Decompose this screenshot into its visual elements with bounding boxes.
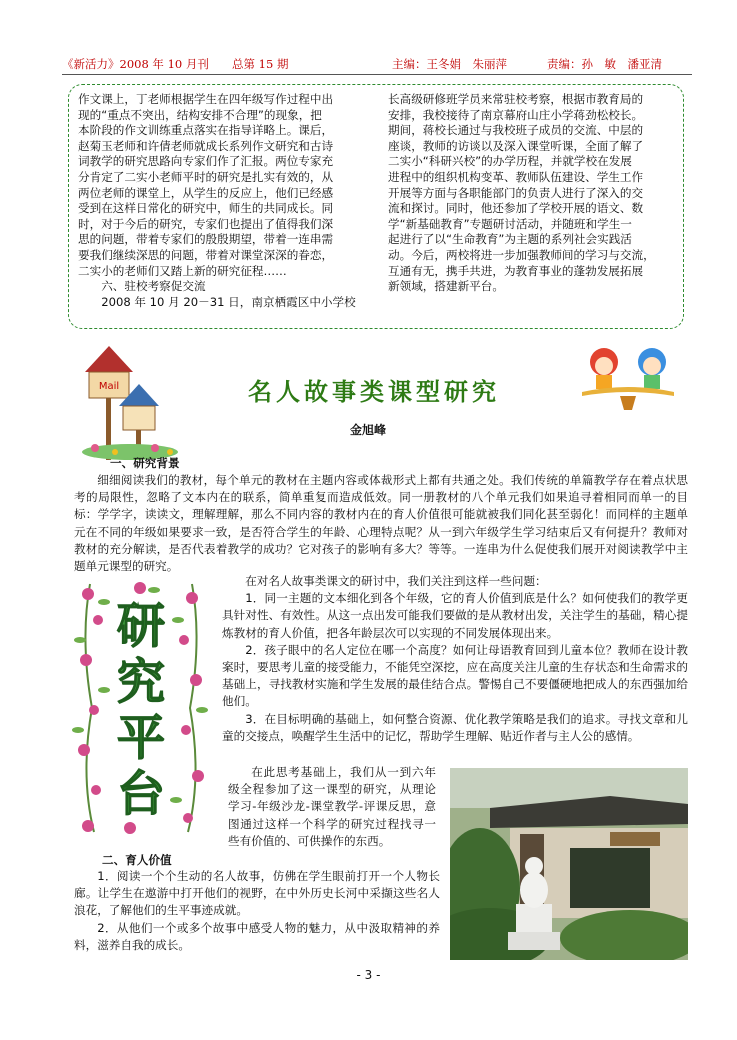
right-column-line: 长高级研修班学员来常驻校考察，根据市教育局的: [388, 92, 644, 106]
right-column-line: 流和探讨。同时，他还参加了学校开展的语文、数: [388, 201, 644, 216]
summary-block: [228, 764, 436, 850]
research-platform-banner: [70, 580, 212, 836]
kids-seesaw-decoration: [578, 342, 678, 412]
journal-name: 《新活力》2008 年 10 月刊: [62, 57, 209, 71]
right-column-line: 互通有无，携手共进，为教育事业的蓬勃发展拓展: [388, 263, 644, 278]
question-2: 2．孩子眼中的名人定位在哪一个高度？如何让母语教育回到儿童本位？教师在设计教案时，要思考儿童的接受能力，不能凭空深挖，应在高度关注儿童的生存状态和生命需求的基础上，寻找教材实施和学生发展的最佳结合点。警惕自己不要僵硬地把成人的东西强加给他们。: [222, 642, 688, 709]
svg-text:Mail: Mail: [98, 381, 120, 392]
left-column-line: 词教学的研究思路向专家们作了汇报。两位专家充: [78, 154, 334, 169]
right-column-line: 安排，我校接待了南京幕府山庄小学蒋劲松校长。: [388, 107, 644, 122]
intro-paragraph: 细细阅读我们的教材，每个单元的教材在主题内容或体裁形式上都有共通之处。我们传统的单篇教学存在着点状思考的局限性，忽略了文本内在的联系，简单重复而造成低效。同一册教材的八个单元我们如果追寻着相同而单一的目标：学学字，读读文，理解理解，那么不同内容的教材内在的育人价值很可能就被我们同化甚至弱化！而同样的主题单元在不同的年级如果要求一致，是否符合学生的年龄、心理特点呢？从一到六年级学生学习结束后又有何提升？教师对教材的充分解读，是否代表着教学的成功？它对孩子的影响有多大？等等。一连串为什么促使我们展开对阅读教学中主题单元课型的研究。: [74, 473, 688, 574]
left-column-line: 两位老师的课堂上，从学生的反应上，他们已经感: [78, 185, 334, 200]
mailbox-decoration: [75, 340, 185, 460]
box-right-column: [388, 92, 678, 295]
question-3: 3．在目标明确的基础上，如何整合资源、优化教学策略是我们的追求。寻找文章和儿童的交接点，唤醒学生生活中的记忆，帮助学生理解、贴近作者与主人公的感情。: [222, 711, 688, 743]
right-column-line: 新领域，搭建新平台。: [388, 279, 504, 294]
left-column-line: 要我们继续深思的问题，带着对课堂深深的眷恋，: [78, 247, 334, 262]
page-number: - 3 -: [356, 968, 381, 982]
section-1-heading: 一、研究背景: [110, 456, 180, 470]
article-author: 金旭峰: [350, 423, 387, 437]
left-column-line: 二实小的老师们又踏上新的研究征程……: [78, 263, 287, 278]
banner-char-2: 究: [116, 654, 166, 710]
left-column-line: 本阶段的作文训练重点落实在指导详略上。课后，: [78, 123, 334, 138]
header-rule: [62, 74, 692, 75]
right-column-line: 学“新基础教育”专题研讨活动，并随班和学生一: [388, 216, 632, 231]
right-column-line: 二实小“科研兴校”的办学历程，并就学校在发展: [388, 154, 632, 169]
left-column-line: 分肯定了二实小老师平时的研究是扎实有效的，从: [78, 169, 334, 184]
issue-number: 总第 15 期: [232, 57, 289, 71]
question-1: 1．同一主题的文本细化到各个年级，它的育人价值到底是什么？如何使我们的教学更具针对性、有效性。从这一点出发可能我们要做的是从教材出发，关注学生的基础，精心提炼教材的育人价值，把各年龄层次可以实现的不同发展体现出来。: [222, 591, 688, 640]
right-column-line: 座谈，教师的访谈以及深入课堂听课，全面了解了: [388, 138, 644, 153]
value-point-1: 1．阅读一个个生动的名人故事，仿佛在学生眼前打开一个人物长廊。让学生在遨游中打开他们的视野，在中外历史长河中采撷这些名人浪花，了解他们的生平事迹成就。: [74, 869, 440, 918]
intro-paragraph-block: [74, 472, 688, 575]
right-column-line: 开展等方面与各职能部门的负责人进行了深入的交: [388, 185, 644, 200]
running-header: [62, 56, 692, 72]
focus-lead: 在对名人故事类课文的研讨中，我们关注到这样一些问题：: [245, 574, 547, 588]
box-left-column: [78, 92, 368, 310]
value-points-block: [74, 868, 440, 954]
right-column-lines: [388, 92, 678, 295]
left-column-line: 现的“重点不突出，结构安排不合理”的现象，把: [78, 107, 322, 122]
right-column-line: 起进行了以“生命教育”为主题的系列社会实践活: [388, 232, 632, 247]
right-column-line: 动。今后，两校将进一步加强教师间的学习与交流，: [388, 247, 655, 262]
right-column-line: 进程中的组织机构变革、教师队伍建设、学生工作: [388, 169, 644, 184]
article-title: 名人故事类课型研究: [248, 377, 500, 406]
right-column-line: 期间，蒋校长通过与我校班子成员的交流、中层的: [388, 123, 644, 138]
left-column-line: 作文课上，丁老师根据学生在四年级写作过程中出: [78, 92, 334, 106]
left-column-line: 时，对于今后的研究，专家们也提出了值得我们深: [78, 216, 334, 231]
left-column-line: 受到在这样日常化的研究中，师生的共同成长。同: [78, 201, 334, 216]
value-point-2: 2．从他们一个或多个故事中感受人物的魅力，从中汲取精神的养料，滋养自我的成长。: [74, 920, 440, 952]
banner-char-3: 平: [116, 710, 166, 766]
section-6-heading: 六、驻校考察促交流: [101, 279, 206, 294]
banner-char-1: 研: [116, 598, 166, 654]
chief-editors: 主编：王冬娟 朱丽萍: [392, 57, 507, 71]
focus-questions-block: [222, 573, 688, 745]
banner-char-4: 台: [116, 766, 166, 822]
left-column-line: 赵菊玉老师和许倩老师就成长系列作文研究和古诗: [78, 138, 334, 153]
left-column-line: 思的问题，带着专家们的殷殷期望，带着一连串需: [78, 232, 334, 247]
left-column-last-line: 2008 年 10 月 20－31 日，南京栖霞区中小学校: [101, 294, 356, 309]
left-column-lines: [78, 92, 368, 279]
responsible-editors: 责编：孙 敏 潘亚清: [547, 57, 662, 71]
summary-paragraph: 在此思考基础上，我们从一到六年级全程参加了这一课型的研究，从理论学习-年级沙龙-课堂教学-评课反思，意图通过这样一个科学的研究过程找寻一些有价值的、可供操作的东西。: [228, 765, 436, 848]
memorial-hall-photo: [450, 768, 688, 960]
section-2-heading: 二、育人价值: [102, 853, 172, 867]
